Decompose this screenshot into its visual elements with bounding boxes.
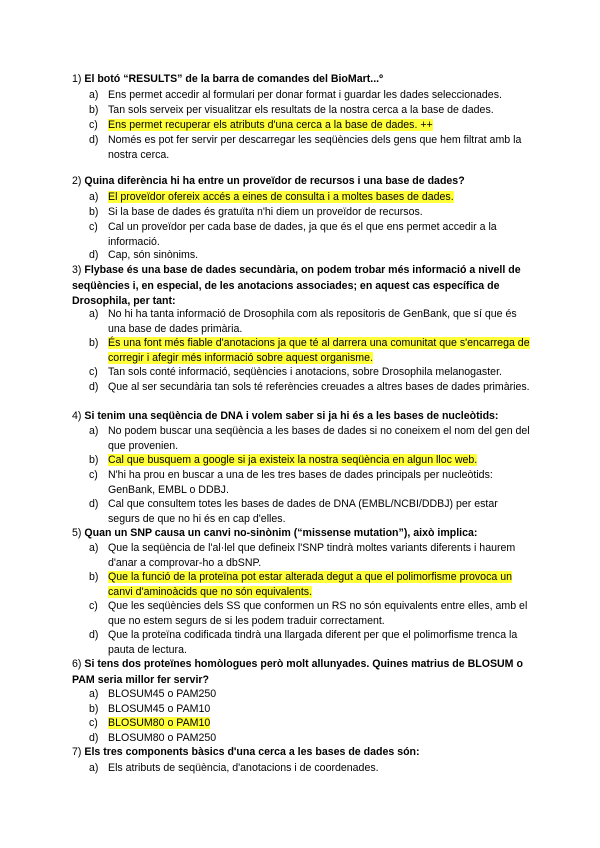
option-2d [89, 248, 531, 263]
option-text: Només es pot fer servir per descarregar les seqüències dels gens que hem filtrat amb la nostra cerca. [108, 134, 522, 161]
option-text-highlighted: BLOSUM80 o PAM10 [108, 717, 211, 729]
option-label: d) [89, 629, 99, 641]
option-2b [89, 205, 531, 220]
option-4a [89, 424, 531, 454]
option-label: c) [89, 119, 98, 131]
question-number: 4) [72, 410, 82, 422]
option-4c [89, 468, 531, 498]
question-text: Si tenim una seqüència de DNA i volem saber si ja hi és a les bases de nucleòtids: [84, 410, 499, 422]
option-3a [89, 307, 531, 337]
option-label: d) [89, 732, 99, 744]
option-text: Tan sols conté informació, seqüències i anotacions, sobre Drosophila melanogaster. [108, 366, 502, 378]
option-text-highlighted: Ens permet recuperar els atributs d'una cerca a la base de dades. ++ [108, 119, 433, 131]
question-text: Quan un SNP causa un canvi no-sinònim (“missense mutation”), això implica: [84, 527, 478, 539]
option-text-highlighted: El proveïdor ofereix accés a eines de consulta i a moltes bases de dades. [108, 191, 454, 203]
option-label: c) [89, 469, 98, 481]
option-label: b) [89, 206, 99, 218]
option-text: Cap, són sinònims. [108, 249, 199, 261]
option-text: Que la seqüència de l'al·lel que defineix l'SNP tindrà moltes variants diferents i haurem d'anar a comprovar-ho a dbSNP. [108, 542, 516, 569]
option-label: c) [89, 221, 98, 233]
option-label: b) [89, 454, 99, 466]
option-1b [89, 103, 531, 118]
option-label: a) [89, 425, 99, 437]
question-number: 3) [72, 264, 82, 276]
option-label: a) [89, 89, 99, 101]
question-number: 2) [72, 175, 82, 187]
option-text: BLOSUM80 o PAM250 [108, 732, 217, 744]
option-4d [89, 497, 531, 527]
option-text: Tan sols serveix per visualitzar els resultats de la nostra cerca a la base de dades. [108, 104, 494, 116]
option-label: d) [89, 381, 99, 393]
option-label: a) [89, 688, 99, 700]
option-1d [89, 133, 531, 163]
question-text: Quina diferència hi ha entre un proveïdor de recursos i una base de dades? [84, 175, 465, 187]
option-label: c) [89, 366, 98, 378]
option-7a [89, 761, 531, 776]
option-text: Si la base de dades és gratuïta n'hi diem un proveïdor de recursos. [108, 206, 423, 218]
option-text: N'hi ha prou en buscar a una de les tres bases de dades principals per nucleòtids: GenBank, EMBL o DDBJ. [108, 469, 493, 496]
option-3c [89, 365, 531, 380]
option-text: Els atributs de seqüència, d'anotacions i de coordenades. [108, 762, 379, 774]
option-text: Que la proteïna codificada tindrà una llargada diferent per que el polimorfisme trenca la pauta de lectura. [108, 629, 518, 656]
question-5 [72, 526, 532, 542]
option-label: b) [89, 337, 99, 349]
option-label: c) [89, 600, 98, 612]
option-text: Cal un proveïdor per cada base de dades, ja que és el que ens permet accedir a la informació. [108, 221, 497, 248]
option-label: a) [89, 191, 99, 203]
question-6 [72, 657, 532, 688]
question-text: Flybase és una base de dades secundària, on podem trobar més informació a nivell de seqüències i, en especial, de les anotacions associades; en aquest cas específica de Drosophila, per tant: [72, 264, 521, 308]
option-text: BLOSUM45 o PAM250 [108, 688, 217, 700]
option-text: Cal que consultem totes les bases de dades de DNA (EMBL/NCBI/DDBJ) per estar segurs de que no hi és en cap d'elles. [108, 498, 498, 525]
option-6d [89, 731, 531, 746]
option-label: a) [89, 762, 99, 774]
option-text: BLOSUM45 o PAM10 [108, 703, 211, 715]
option-6b [89, 702, 531, 717]
option-1a [89, 88, 531, 103]
option-2c [89, 220, 531, 250]
option-2a [89, 190, 531, 205]
question-text: El botó “RESULTS” de la barra de comandes del BioMart...º [84, 73, 383, 85]
option-label: b) [89, 571, 99, 583]
question-text: Si tens dos proteïnes homòlogues però molt allunyades. Quines matrius de BLOSUM o PAM seria millor fer servir? [72, 658, 523, 686]
option-label: b) [89, 703, 99, 715]
question-number: 5) [72, 527, 82, 539]
option-label: d) [89, 249, 99, 261]
option-3b [89, 336, 531, 366]
question-7 [72, 745, 532, 761]
option-text: No hi ha tanta informació de Drosophila com als repositoris de GenBank, que sí que és una base de dades primària. [108, 308, 517, 335]
option-3d [89, 380, 531, 395]
option-text: No podem buscar una seqüència a les bases de dades si no coneixem el nom del gen del que provenien. [108, 425, 530, 452]
option-text: Ens permet accedir al formulari per donar format i guardar les dades seleccionades. [108, 89, 502, 101]
option-text-highlighted: És una font més fiable d'anotacions ja que té al darrera una comunitat que s'encarrega de corregir i afegir més informació sobre aquest organisme. [108, 337, 530, 364]
question-2 [72, 174, 532, 190]
option-label: b) [89, 104, 99, 116]
option-4b [89, 453, 531, 468]
option-1c [89, 118, 531, 133]
question-1 [72, 72, 532, 88]
question-text: Els tres components bàsics d'una cerca a les bases de dades són: [84, 746, 420, 758]
option-label: d) [89, 134, 99, 146]
option-label: a) [89, 308, 99, 320]
question-number: 1) [72, 73, 82, 85]
question-4 [72, 409, 532, 425]
option-6c [89, 716, 531, 731]
question-number: 7) [72, 746, 82, 758]
option-5a [89, 541, 531, 571]
option-label: d) [89, 498, 99, 510]
option-6a [89, 687, 531, 702]
question-number: 6) [72, 658, 82, 670]
option-5d [89, 628, 531, 658]
option-text-highlighted: Que la funció de la proteïna pot estar alterada degut a que el polimorfisme provoca un canvi d'aminoàcids que no són equivalents. [108, 571, 512, 598]
option-text: Que al ser secundària tan sols té referències creuades a altres bases de dades primàries. [108, 381, 530, 393]
question-3 [72, 263, 532, 310]
option-label: a) [89, 542, 99, 554]
option-text: Que les seqüències dels SS que conformen un RS no són equivalents entre elles, amb el que no estem segurs de si les podem traduir correctament. [108, 600, 528, 627]
option-label: c) [89, 717, 98, 729]
option-5b [89, 570, 531, 600]
option-5c [89, 599, 531, 629]
option-text-highlighted: Cal que busquem a google si ja existeix la nostra seqüència en algun lloc web. [108, 454, 478, 466]
